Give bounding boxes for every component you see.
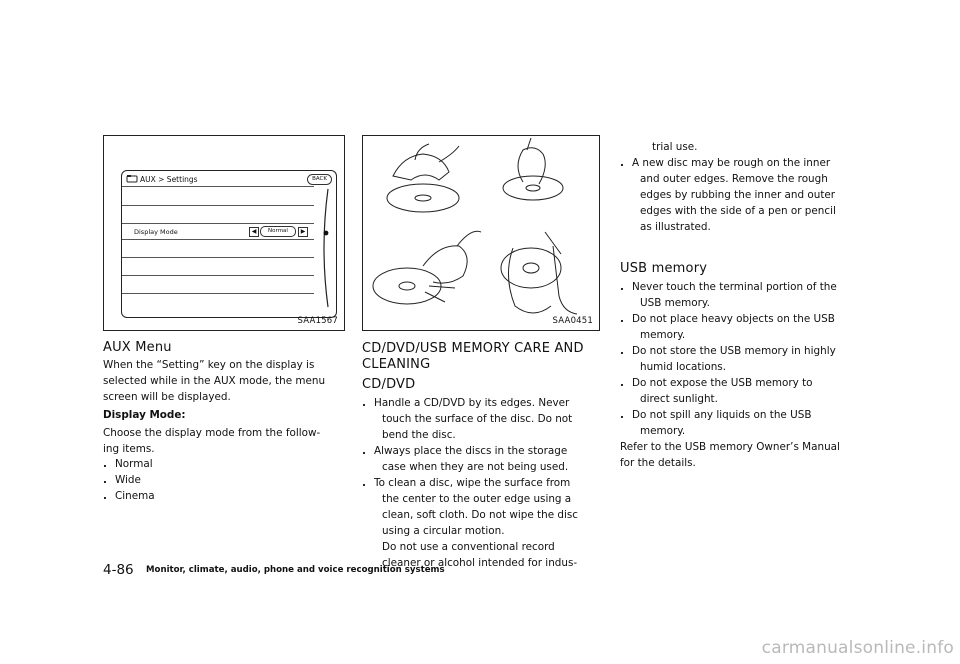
heading-line: CD/DVD/USB MEMORY CARE AND [362,341,584,356]
text-line: Refer to the USB memory Owner’s Manual [620,441,840,453]
scrollbar [318,187,332,309]
subheading-usb-memory: USB memory [620,261,708,276]
page-number: 4-86 [103,562,134,578]
paragraph [620,439,840,471]
divider [122,186,314,187]
section-heading-care [362,341,584,373]
screen-title: AUX > Settings [140,175,198,184]
divider [122,293,314,294]
text-line: ing items. [103,443,155,455]
continued-text: trial use. [652,141,698,153]
heading-line: CLEANING [362,357,431,372]
right-arrow-icon: ▶ [298,227,308,237]
divider [122,239,314,240]
display-mode-label: Display Mode [134,228,178,236]
figure-code: SAA1567 [297,316,338,326]
paragraph [103,425,320,457]
display-mode-value: Normal [260,226,296,237]
section-footer: Monitor, climate, audio, phone and voice recognition systems [146,565,445,575]
section-heading-aux-menu: AUX Menu [103,340,172,355]
divider [122,257,314,258]
subheading-display-mode: Display Mode: [103,409,186,421]
aux-settings-screen [121,170,337,318]
folder-icon [126,174,138,183]
divider [122,275,314,276]
left-arrow-icon: ◀ [249,227,259,237]
divider [122,205,314,206]
disc-handling-illustration [363,136,599,330]
divider [122,223,314,224]
text-line: When the “Setting” key on the display is [103,359,315,371]
subheading-cd-dvd: CD/DVD [362,377,416,392]
text-line: selected while in the AUX mode, the menu [103,375,326,387]
figure-code: SAA0451 [552,316,593,326]
back-button: BACK [307,174,332,185]
figure-disc-handling [362,135,600,331]
text-line: screen will be displayed. [103,391,231,403]
text-line: Choose the display mode from the follow- [103,427,321,439]
watermark: carmanualsonline.info [761,638,954,658]
text-line: for the details. [620,457,696,469]
figure-aux-settings [103,135,345,331]
paragraph [103,357,325,405]
